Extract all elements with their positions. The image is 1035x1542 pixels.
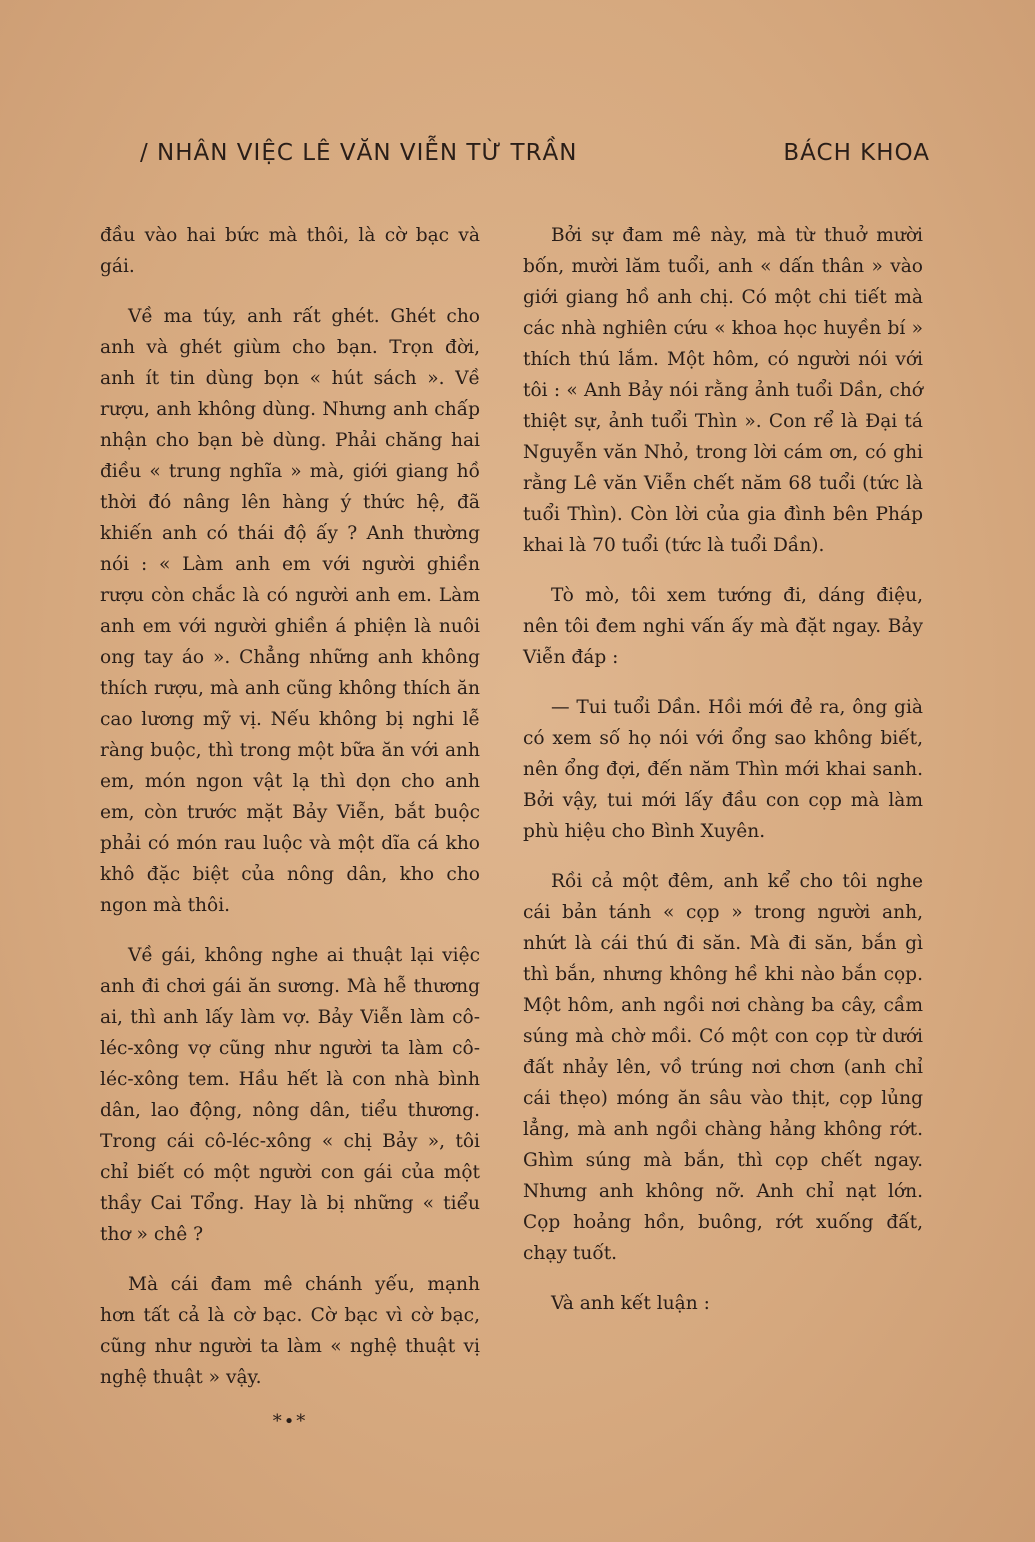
paragraph: Về ma túy, anh rất ghét. Ghét cho anh và ghét giùm cho bạn. Trọn đời, anh ít tin dùng bọn « hút sách ». Về rượu, anh không dùng. Nhưng anh chấp nhận cho bạn bè dùng. Phải chăng hai điều « trung nghĩa » mà, giới giang hồ thời đó nâng lên hàng ý thức hệ, đã khiến anh có thái độ ấy ? Anh thường nói : « Làm anh em với người ghiền rượu còn chắc là có người anh em. Làm anh em với người ghiền á phiện là nuôi ong tay áo ». Chẳng những anh không thích rượu, mà anh cũng không thích ăn cao lương mỹ vị. Nếu không bị nghi lễ ràng buộc, thì trong một bữa ăn với anh em, món ngon vật lạ thì dọn cho anh em, còn trước mặt Bảy Viễn, bắt buộc phải có món rau luộc và một dĩa cá kho khô đặc biệt của nông dân, kho cho ngon mà thôi.	[100, 306, 480, 916]
paragraph: Mà cái đam mê chánh yếu, mạnh hơn tất cả là cờ bạc. Cờ bạc vì cờ bạc, cũng như người ta làm « nghệ thuật vị nghệ thuật » vậy.	[100, 1274, 480, 1388]
left-column	[100, 220, 480, 1436]
paragraph: Và anh kết luận :	[551, 1293, 710, 1314]
right-column	[523, 220, 923, 1338]
paragraph: Tò mò, tôi xem tướng đi, dáng điệu, nên tôi đem nghi vấn ấy mà đặt ngay. Bảy Viễn đáp :	[523, 585, 923, 668]
paragraph: Về gái, không nghe ai thuật lại việc anh đi chơi gái ăn sương. Mà hễ thương ai, thì anh lấy làm vợ. Bảy Viễn làm cô-léc-xông vợ cũng như người ta làm cô-léc-xông tem. Hầu hết là con nhà bình dân, lao động, nông dân, tiểu thương. Trong cái cô-léc-xông « chị Bảy », tôi chỉ biết có một người con gái của một thầy Cai Tổng. Hay là bị những « tiểu thơ » chê ?	[100, 945, 480, 1245]
paragraph: Bởi sự đam mê này, mà từ thuở mười bốn, mười lăm tuổi, anh « dấn thân » vào giới giang hồ anh chị. Có một chi tiết mà các nhà nghiên cứu « khoa học huyền bí » thích thú lắm. Một hôm, có người nói với tôi : « Anh Bảy nói rằng ảnh tuổi Dần, chớ thiệt sự, ảnh tuổi Thìn ». Con rể là Đại tá Nguyễn văn Nhỏ, trong lời cám ơn, có ghi rằng Lê văn Viễn chết năm 68 tuổi (tức là tuổi Thìn). Còn lời của gia đình bên Pháp khai là 70 tuổi (tức là tuổi Dần).	[523, 225, 923, 556]
paragraph: — Tui tuổi Dần. Hồi mới đẻ ra, ông già có xem số họ nói với ổng sao không biết, nên ổng đợi, đến năm Thìn mới khai sanh. Bởi vậy, tui mới lấy đầu con cọp mà làm phù hiệu cho Bình Xuyên.	[523, 697, 923, 842]
magazine-name: BÁCH KHOA	[783, 140, 930, 166]
section-separator: *•*	[272, 1411, 308, 1432]
page-header	[140, 140, 930, 180]
article-title: / NHÂN VIỆC LÊ VĂN VIỄN TỪ TRẦN	[140, 140, 578, 166]
paragraph: đầu vào hai bức mà thôi, là cờ bạc và gái.	[100, 225, 480, 277]
paragraph: Rồi cả một đêm, anh kể cho tôi nghe cái bản tánh « cọp » trong người anh, nhứt là cái thú đi săn. Mà đi săn, bắn gì thì bắn, nhưng không hề khi nào bắn cọp. Một hôm, anh ngồi nơi chàng ba cây, cầm súng mà chờ mồi. Có một con cọp từ dưới đất nhảy lên, vồ trúng nơi chơn (anh chỉ cái thẹo) móng ăn sâu vào thịt, cọp lủng lẳng, mà anh ngồi chàng hảng không rớt. Ghìm súng mà bắn, thì cọp chết ngay. Nhưng anh không nỡ. Anh chỉ nạt lớn. Cọp hoảng hồn, buông, rớt xuống đất, chạy tuốt.	[523, 871, 923, 1264]
